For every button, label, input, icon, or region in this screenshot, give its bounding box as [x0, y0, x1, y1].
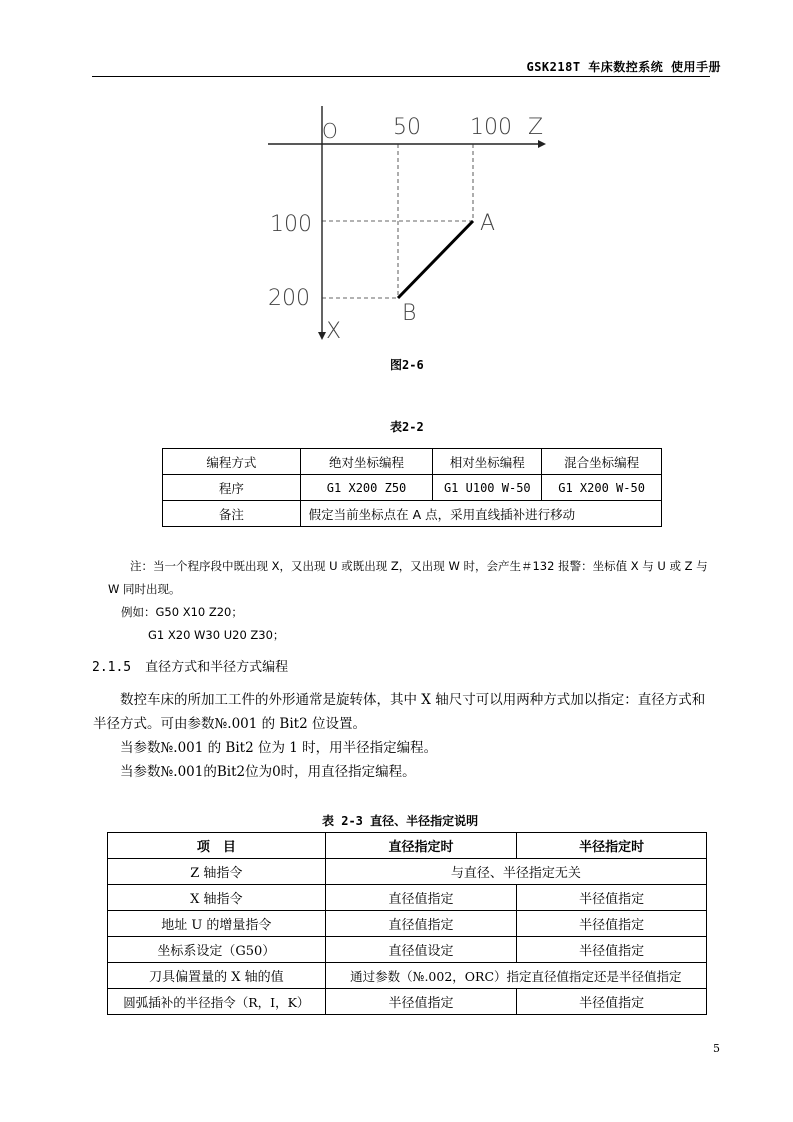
table-cell: 半径值指定: [517, 937, 707, 963]
x-tick-100: 100: [270, 212, 312, 237]
table-cell: 半径值指定: [517, 911, 707, 937]
table3-caption: 表 2-3 直径、半径指定说明: [322, 814, 479, 828]
table-cell: 假定当前坐标点在 A 点，采用直线插补进行移动: [300, 501, 661, 527]
header-rule: [92, 76, 710, 77]
table-cell: Z 轴指令: [108, 859, 326, 885]
table-cell: 坐标系设定（G50）: [108, 937, 326, 963]
point-a-label: A: [480, 211, 496, 236]
table-cell: 直径值指定: [325, 911, 517, 937]
page-number: 5: [713, 1042, 720, 1055]
x-axis-label: X: [326, 319, 342, 344]
table-2-2: [162, 448, 662, 527]
table1-caption: 表2-2: [390, 420, 424, 434]
paragraph-3: 当参数№.001的Bit2位为0时，用直径指定编程。: [120, 764, 416, 780]
z-axis-label: Z: [528, 115, 544, 140]
table-row: [108, 989, 707, 1015]
table-row: [163, 449, 662, 475]
table-cell: 备注: [163, 501, 301, 527]
figure-2-6-diagram: [0, 100, 793, 350]
paragraph-2: 当参数№.001 的 Bit2 位为 1 时，用半径指定编程。: [120, 740, 438, 756]
table-cell: 半径值指定: [517, 989, 707, 1015]
table-cell: 半径值指定: [517, 885, 707, 911]
z-axis-arrow: [538, 140, 546, 148]
table-cell: 直径值设定: [325, 937, 517, 963]
table-header-cell: 直径指定时: [325, 833, 517, 859]
origin-label: O: [322, 119, 338, 143]
table-cell: 直径值指定: [325, 885, 517, 911]
table-row: [163, 501, 662, 527]
figure-caption: 图2-6: [390, 358, 424, 372]
x-tick-200: 200: [268, 286, 310, 311]
point-b-label: B: [402, 301, 417, 326]
table-cell: 半径值指定: [325, 989, 517, 1015]
table-header-cell: 相对坐标编程: [433, 449, 542, 475]
table-header-cell: 项 目: [108, 833, 326, 859]
table-row: [163, 475, 662, 501]
table-cell: X 轴指令: [108, 885, 326, 911]
table-cell: 程序: [163, 475, 301, 501]
table-cell: G1 X200 W-50: [542, 475, 662, 501]
table-cell: 与直径、半径指定无关: [325, 859, 706, 885]
z-tick-100: 100: [470, 115, 512, 140]
paragraph-1-line-1: 数控车床的所加工工件的外形通常是旋转体，其中 X 轴尺寸可以用两种方式加以指定：直径方式和: [120, 692, 706, 708]
table-header-cell: 编程方式: [163, 449, 301, 475]
table-row: [108, 963, 707, 989]
table-header-cell: 混合坐标编程: [542, 449, 662, 475]
example-label: 例如：G50 X10 Z20；: [121, 605, 243, 619]
table-cell: G1 U100 W-50: [433, 475, 542, 501]
table-cell: 圆弧插补的半径指令（R，I，K）: [108, 989, 326, 1015]
table-cell: G1 X200 Z50: [300, 475, 433, 501]
table-row: [108, 833, 707, 859]
example-line-2: G1 X20 W30 U20 Z30；: [148, 628, 285, 642]
section-title: 直径方式和半径方式编程: [145, 660, 289, 675]
path-a-to-b: [398, 221, 473, 298]
table-row: [108, 885, 707, 911]
section-number: 2.1.5: [92, 660, 132, 675]
x-axis-arrow: [318, 332, 326, 340]
table-header-cell: 绝对坐标编程: [300, 449, 433, 475]
section-heading: [92, 656, 288, 675]
running-header-title: GSK218T 车床数控系统 使用手册: [526, 60, 721, 74]
note-line-1: 注：当一个程序段中既出现 X，又出现 U 或既出现 Z，又出现 W 时，会产生＃132 报警：坐标值 X 与 U 或 Z 与: [130, 559, 708, 573]
table-cell: 刀具偏置量的 X 轴的值: [108, 963, 326, 989]
note-line-2: W 同时出现。: [108, 582, 181, 596]
table-row: [108, 937, 707, 963]
table-2-3: [107, 832, 707, 1015]
table-cell: 地址 U 的增量指令: [108, 911, 326, 937]
table-row: [108, 911, 707, 937]
table-row: [108, 859, 707, 885]
z-tick-50: 50: [393, 115, 421, 140]
table-cell: 通过参数（№.002，ORC）指定直径值指定还是半径值指定: [325, 963, 706, 989]
paragraph-1-line-2: 半径方式。可由参数№.001 的 Bit2 位设置。: [93, 716, 366, 732]
table-header-cell: 半径指定时: [517, 833, 707, 859]
